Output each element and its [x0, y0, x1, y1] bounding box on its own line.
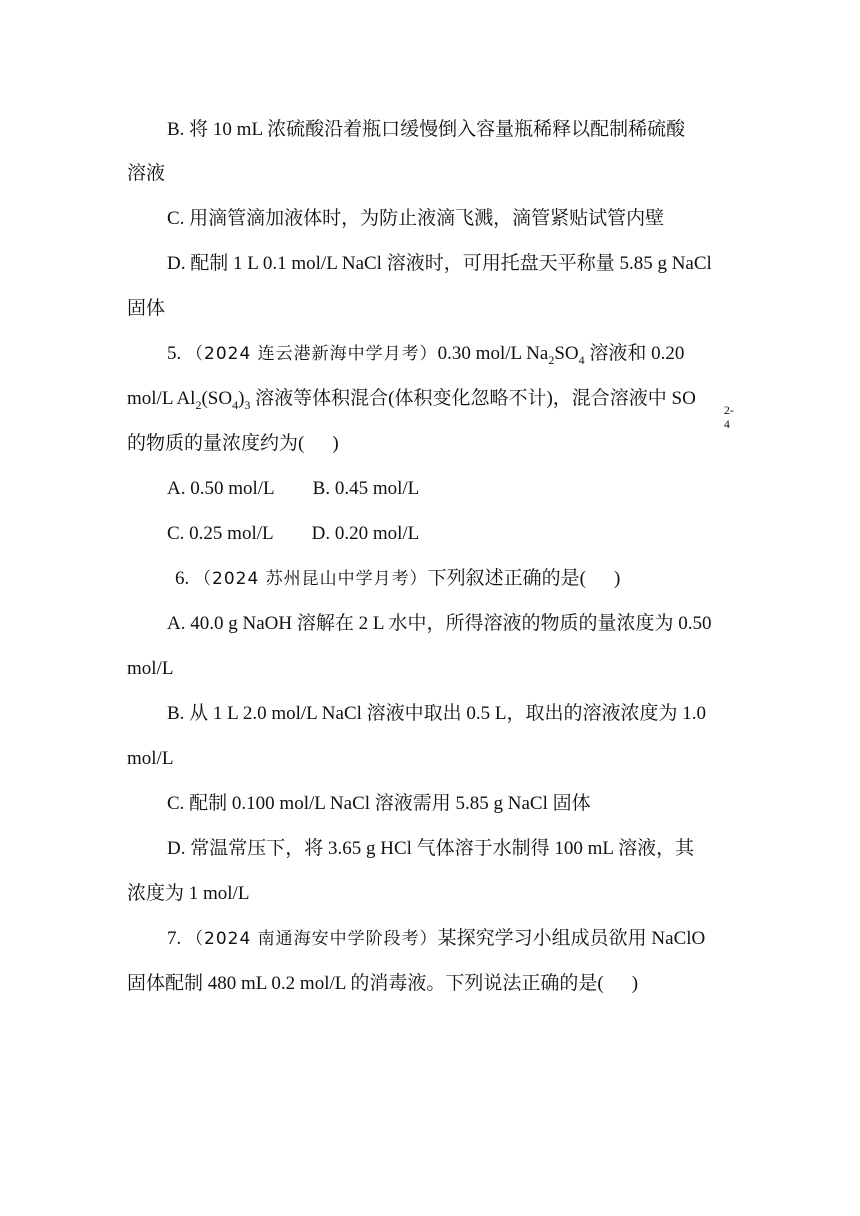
q5-sub: 4 [578, 352, 585, 367]
q5-number: 5. [167, 343, 182, 364]
q5-options-row2 [167, 521, 419, 547]
q5-options-row1 [167, 476, 419, 502]
q6-stem-text: 下列叙述正确的是( [427, 568, 586, 589]
q5-sub: 4 [232, 397, 239, 412]
q5-stem-text: 的物质的量浓度约为( [127, 433, 305, 454]
q4-option-d-line1: D. 配制 1 L 0.1 mol/L NaCl 溶液时，可用托盘天平称量 5.85 g NaCl [167, 253, 712, 274]
q5-option-b: B. 0.45 mol/L [312, 478, 420, 499]
ion-subscript: 4 [723, 417, 730, 431]
q5-stem-line3 [127, 431, 339, 457]
q5-stem-text: 溶液和 0.20 [584, 343, 685, 364]
q5-sub: 3 [244, 397, 251, 412]
q7-stem-line1 [167, 926, 705, 952]
q7-stem-text: 固体配制 480 mL 0.2 mol/L 的消毒液。下列说法正确的是( [127, 973, 604, 994]
q5-source: （2024 连云港新海中学月考） [186, 344, 438, 364]
q6-option-b-line2: mol/L [127, 748, 174, 769]
q5-stem-text: ) [332, 433, 339, 454]
q6-option-a-line1: A. 40.0 g NaOH 溶解在 2 L 水中，所得溶液的物质的量浓度为 0.50 [167, 613, 712, 634]
q5-stem-text: mol/L Al [127, 388, 196, 409]
q6-stem [175, 566, 620, 592]
q4-option-c: C. 用滴管滴加液体时，为防止液滴飞溅，滴管紧贴试管内壁 [167, 208, 665, 229]
q7-stem-line2 [127, 971, 638, 997]
q5-sub: 2 [548, 352, 555, 367]
q4-option-b-line2: 溶液 [127, 163, 166, 184]
q5-option-c: C. 0.25 mol/L [167, 523, 274, 544]
q6-option-d-line1: D. 常温常压下，将 3.65 g HCl 气体溶于水制得 100 mL 溶液，其 [167, 838, 695, 859]
q7-source: （2024 南通海安中学阶段考） [186, 929, 438, 949]
q4-option-b-line1: B. 将 10 mL 浓硫酸沿着瓶口缓慢倒入容量瓶稀释以配制稀硫酸 [167, 119, 686, 140]
q5-stem-line1 [167, 341, 684, 367]
q7-number: 7. [167, 928, 182, 949]
ion-charge: 2- [723, 403, 734, 417]
q5-sub: 2 [195, 397, 202, 412]
q5-stem-text: ) [238, 388, 245, 409]
q7-stem-text: 某探究学习小组成员欲用 NaClO [437, 928, 706, 949]
q6-option-b-line1: B. 从 1 L 2.0 mol/L NaCl 溶液中取出 0.5 L，取出的溶液浓度为 1.0 [167, 703, 707, 724]
q5-stem-line2 [127, 386, 734, 431]
q6-stem-text: ) [614, 568, 621, 589]
q5-option-a: A. 0.50 mol/L [167, 478, 275, 499]
q6-option-c: C. 配制 0.100 mol/L NaCl 溶液需用 5.85 g NaCl 固体 [167, 793, 591, 814]
q5-stem-text: (SO [201, 388, 233, 409]
q4-option-d-line2: 固体 [127, 298, 166, 319]
q7-stem-text: ) [631, 973, 639, 994]
q6-option-a-line2: mol/L [127, 658, 174, 679]
q5-stem-text: 溶液等体积混合(体积变化忽略不计)，混合溶液中 SO [250, 388, 696, 409]
q6-option-d-line2: 浓度为 1 mol/L [127, 883, 250, 904]
q5-stem-text: 0.30 mol/L Na [437, 343, 549, 364]
q5-stem-text: SO [554, 343, 579, 364]
q6-source: （2024 苏州昆山中学月考） [194, 569, 428, 589]
q6-number: 6. [175, 568, 190, 589]
q5-option-d: D. 0.20 mol/L [311, 523, 420, 544]
